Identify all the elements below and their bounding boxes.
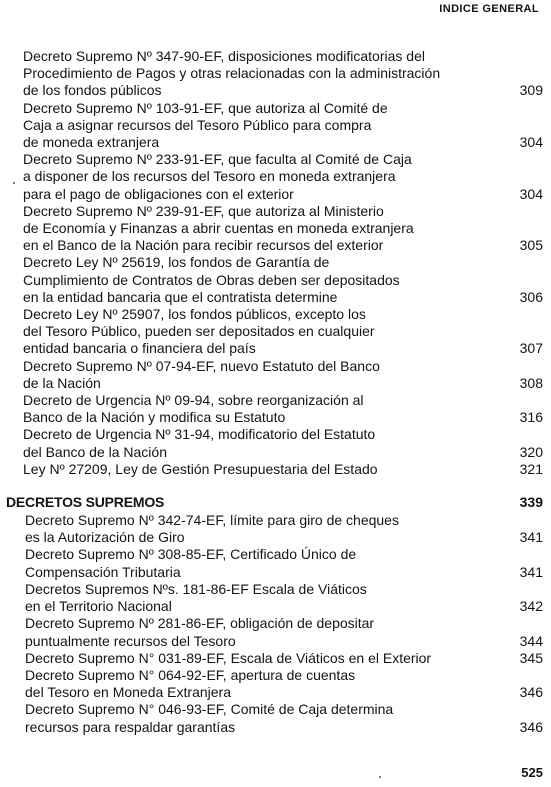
index-entry [0, 581, 551, 615]
index-entry [0, 254, 551, 306]
entry-title [0, 667, 551, 701]
index-entry [0, 461, 551, 478]
entry-line: Ley Nº 27209, Ley de Gestión Presupuestaria del Estado [23, 460, 378, 477]
entry-line: Decreto de Urgencia Nº 09-94, sobre reorganización al [23, 392, 364, 409]
entry-line: del Banco de la Nación [23, 443, 167, 460]
index-entry [0, 203, 551, 255]
entry-line: en la entidad bancaria que el contratista determine [23, 288, 338, 305]
entry-page: 304 [519, 134, 543, 151]
entry-line: es la Autorización de Giro [25, 529, 185, 546]
entry-title [0, 615, 551, 649]
entry-title [0, 254, 551, 306]
entry-title [0, 461, 551, 478]
entry-page: 304 [519, 185, 543, 202]
entry-title [0, 151, 551, 203]
entry-line: Caja a asignar recursos del Tesoro Público para compra [23, 116, 372, 133]
entry-line: Decreto de Urgencia Nº 31-94, modificatorio del Estatuto [23, 426, 376, 443]
section-heading [0, 494, 551, 512]
entry-title [0, 426, 551, 460]
index-entry [0, 48, 551, 100]
entry-title [0, 512, 551, 546]
entry-line: Banco de la Nación y modifica su Estatuto [23, 409, 286, 426]
index-entry [0, 615, 551, 649]
entry-title [0, 701, 551, 735]
entry-line: recursos para respaldar garantías [25, 718, 236, 735]
index-entry [0, 546, 551, 580]
entry-group-2 [0, 512, 551, 736]
section-title: DECRETOS SUPREMOS [6, 494, 165, 511]
entry-line: en el Banco de la Nación para recibir recursos del exterior [23, 237, 384, 254]
entry-line: Decreto Supremo N° 031-89-EF, Escala de Viáticos en el Exterior [25, 649, 432, 666]
entry-line: Decreto Supremo Nº 239-91-EF, que autoriza al Ministerio [23, 202, 384, 219]
index-entry [0, 426, 551, 460]
entry-line: del Tesoro Público, pueden ser depositados en cualquier [23, 323, 375, 340]
entry-line: Decreto Supremo N° 046-93-EF, Comité de Caja determina [25, 701, 394, 718]
entry-line: para el pago de obligaciones con el exterior [23, 185, 294, 202]
entry-line: Decreto Supremo Nº 347-90-EF, disposiciones modificatorias del [23, 48, 425, 64]
index-entry [0, 512, 551, 546]
entry-line: a disponer de los recursos del Tesoro en moneda extranjera [23, 168, 396, 185]
index-entry [0, 667, 551, 701]
entry-page: 346 [519, 684, 543, 701]
index-entry [0, 151, 551, 203]
entry-title [0, 581, 551, 615]
index-entry [0, 358, 551, 392]
entry-title [0, 358, 551, 392]
entry-line: Procedimiento de Pagos y otras relacionadas con la administración [23, 65, 441, 82]
entry-line: Decreto Supremo N° 064-92-EF, apertura de cuentas [25, 666, 356, 683]
entry-line: Decreto Supremo Nº 308-85-EF, Certificado Único de [25, 546, 357, 563]
entry-page: 306 [519, 288, 543, 305]
entry-page: 316 [519, 409, 543, 426]
entry-page: 309 [519, 82, 543, 99]
entry-line: de moneda extranjera [23, 134, 160, 151]
entry-line: Decreto Supremo Nº 233-91-EF, que faculta al Comité de Caja [23, 151, 412, 168]
section-page: 339 [519, 494, 543, 511]
entry-title [0, 48, 551, 100]
entry-line: Decretos Supremos Nºs. 181-86-EF Escala de Viáticos [25, 580, 367, 597]
entry-page: 346 [519, 718, 543, 735]
entry-page: 345 [519, 649, 543, 666]
entry-title [0, 650, 551, 667]
entry-line: en el Territorio Nacional [25, 598, 172, 615]
entry-title [0, 306, 551, 358]
running-header: INDICE GENERAL [439, 3, 539, 15]
entry-page: 341 [519, 529, 543, 546]
entry-page: 307 [519, 340, 543, 357]
entry-line: entidad bancaria o financiera del país [23, 340, 256, 357]
entry-line: Decreto Ley Nº 25619, los fondos de Garantía de [23, 254, 330, 271]
index-entry [0, 701, 551, 735]
entry-line: puntualmente recursos del Tesoro [25, 632, 236, 649]
entry-line: Decreto Supremo Nº 281-86-EF, obligación de depositar [25, 615, 375, 632]
entry-page: 321 [519, 460, 543, 477]
entry-title [0, 392, 551, 426]
index-entries [0, 48, 551, 736]
entry-line: Decreto Supremo Nº 07-94-EF, nuevo Estatuto del Banco [23, 357, 380, 374]
entry-line: de Economía y Finanzas a abrir cuentas en moneda extranjera [23, 220, 414, 237]
entry-page: 342 [519, 598, 543, 615]
index-entry [0, 650, 551, 667]
scan-speck [13, 182, 15, 184]
entry-group-1 [0, 48, 551, 478]
index-entry [0, 306, 551, 358]
entry-page: 341 [519, 563, 543, 580]
entry-title [0, 203, 551, 255]
entry-line: de la Nación [23, 374, 101, 391]
entry-line: Compensación Tributaria [25, 563, 181, 580]
entry-line: Decreto Supremo Nº 103-91-EF, que autoriza al Comité de [23, 99, 388, 116]
entry-line: Decreto Ley Nº 25907, los fondos públicos, excepto los [23, 306, 366, 323]
entry-line: Decreto Supremo Nº 342-74-EF, límite para giro de cheques [25, 512, 399, 529]
entry-line: Cumplimiento de Contratos de Obras deben ser depositados [23, 271, 400, 288]
entry-line: del Tesoro en Moneda Extranjera [25, 684, 231, 701]
entry-page: 320 [519, 443, 543, 460]
scan-speck [379, 776, 381, 778]
page-number: 525 [521, 765, 543, 780]
entry-page: 305 [519, 237, 543, 254]
entry-page: 344 [519, 632, 543, 649]
entry-title [0, 100, 551, 152]
index-entry [0, 392, 551, 426]
entry-page: 308 [519, 374, 543, 391]
entry-title [0, 546, 551, 580]
entry-line: de los fondos públicos [23, 82, 162, 99]
index-entry [0, 100, 551, 152]
